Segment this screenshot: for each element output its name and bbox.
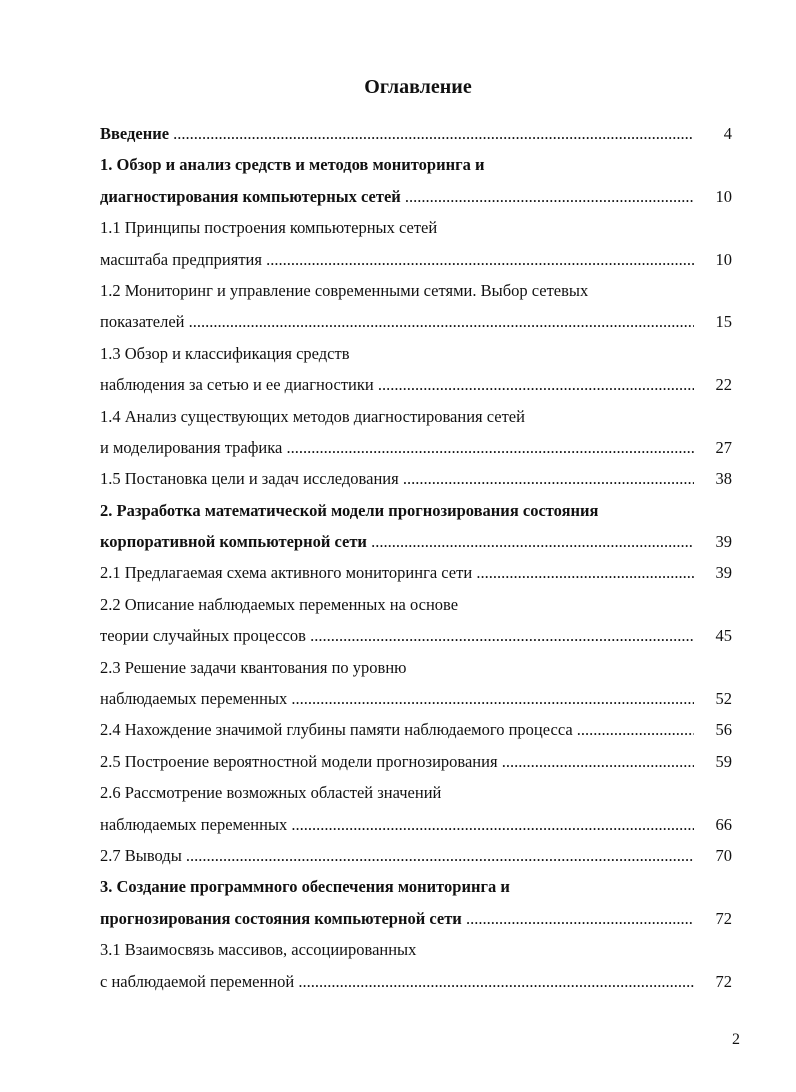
toc-entry-text: 3. Создание программного обеспечения мониторинга и xyxy=(100,877,510,897)
toc-entry-line xyxy=(100,652,732,683)
toc-entry-text: 2.1 Предлагаемая схема активного мониторинга сети xyxy=(100,563,473,583)
toc-page-number: 72 xyxy=(715,971,732,991)
toc-entry-text: 1. Обзор и анализ средств и методов мониторинга и xyxy=(100,155,485,175)
toc-page-number: 4 xyxy=(723,124,732,143)
toc-entry-text: Введение xyxy=(100,124,170,143)
toc-entry xyxy=(100,118,732,149)
toc-entry-line xyxy=(100,589,732,620)
toc-leader xyxy=(100,432,694,463)
toc-page-number: 70 xyxy=(715,845,732,865)
toc-entry-line xyxy=(100,275,732,306)
toc-entry-line xyxy=(100,495,732,526)
toc-entry-line xyxy=(100,871,732,902)
toc-entry-line xyxy=(100,212,732,243)
toc-entry xyxy=(100,903,732,934)
toc-entry-text: наблюдаемых переменных xyxy=(100,689,288,709)
toc-entry xyxy=(100,809,732,840)
toc-entry-text: 2.6 Рассмотрение возможных областей значений xyxy=(100,783,442,803)
toc-entry-text: и моделирования трафика xyxy=(100,437,283,457)
toc-entry xyxy=(100,714,732,745)
toc-entry-text: 2.2 Описание наблюдаемых переменных на основе xyxy=(100,594,459,614)
toc-entry xyxy=(100,306,732,337)
toc-entry xyxy=(100,683,732,714)
toc-page-number: 66 xyxy=(715,814,732,834)
toc-page-number: 38 xyxy=(715,469,732,489)
toc-entry-text: 2.7 Выводы xyxy=(100,845,182,865)
toc-entry-text: 3.1 Взаимосвязь массивов, ассоциированных xyxy=(100,940,417,960)
toc-page-number: 39 xyxy=(715,532,732,552)
page-title: Оглавление xyxy=(364,76,472,98)
toc-entry-text: теории случайных процессов xyxy=(100,626,306,646)
toc-entry-text: 2.3 Решение задачи квантования по уровню xyxy=(100,657,407,677)
toc-entry-text: наблюдения за сетью и ее диагностики xyxy=(100,375,374,395)
toc-page-number: 72 xyxy=(715,908,732,928)
toc-entry xyxy=(100,966,732,997)
toc-entry-text: 1.5 Постановка цели и задач исследования xyxy=(100,469,399,489)
toc-entry-text: 2.5 Построение вероятностной модели прогнозирования xyxy=(100,751,498,771)
toc-leader xyxy=(100,746,694,777)
toc-leader xyxy=(100,244,694,275)
toc-entry xyxy=(100,181,732,212)
table-of-contents xyxy=(100,118,732,997)
toc-entry xyxy=(100,840,732,871)
toc-entry-line xyxy=(100,401,732,432)
toc-entry xyxy=(100,526,732,557)
toc-entry-text: масштаба предприятия xyxy=(100,249,262,269)
page-number: 2 xyxy=(732,1031,740,1048)
toc-page-number: 45 xyxy=(715,626,732,646)
toc-leader xyxy=(100,620,694,651)
toc-entry xyxy=(100,557,732,588)
toc-entry-text: 1.3 Обзор и классификация средств xyxy=(100,343,350,363)
toc-entry xyxy=(100,244,732,275)
toc-leader xyxy=(100,557,694,588)
toc-entry-line xyxy=(100,777,732,808)
toc-entry-text: 1.1 Принципы построения компьютерных сетей xyxy=(100,218,438,238)
toc-leader xyxy=(100,683,694,714)
toc-page-number: 27 xyxy=(715,437,732,457)
toc-leader xyxy=(100,809,694,840)
toc-entry-text: прогнозирования состояния компьютерной сети xyxy=(100,908,462,928)
toc-page-number: 15 xyxy=(715,312,732,332)
toc-entry-text: показателей xyxy=(100,312,185,332)
toc-page-number: 39 xyxy=(715,563,732,583)
toc-leader xyxy=(100,463,694,494)
toc-entry-text: 2.4 Нахождение значимой глубины памяти наблюдаемого процесса xyxy=(100,720,573,740)
toc-entry xyxy=(100,463,732,494)
toc-leader xyxy=(100,118,694,149)
toc-leader xyxy=(100,840,694,871)
toc-entry-text: диагностирования компьютерных сетей xyxy=(100,186,401,206)
toc-page-number: 52 xyxy=(715,689,732,709)
toc-leader xyxy=(100,369,694,400)
toc-entry-line xyxy=(100,934,732,965)
toc-page-number: 56 xyxy=(715,720,732,740)
toc-entry xyxy=(100,746,732,777)
toc-entry-text: с наблюдаемой переменной xyxy=(100,971,295,991)
toc-page-number: 59 xyxy=(715,751,732,771)
toc-entry-text: 2. Разработка математической модели прогнозирования состояния xyxy=(100,500,599,520)
toc-entry xyxy=(100,369,732,400)
toc-leader xyxy=(100,306,694,337)
toc-entry-text: 1.4 Анализ существующих методов диагностирования сетей xyxy=(100,406,525,426)
toc-page-number: 10 xyxy=(715,249,732,269)
toc-entry-line xyxy=(100,149,732,180)
toc-leader xyxy=(100,966,694,997)
toc-leader xyxy=(100,181,694,212)
toc-entry xyxy=(100,620,732,651)
toc-leader xyxy=(100,903,694,934)
toc-leader xyxy=(100,714,694,745)
toc-entry-line xyxy=(100,338,732,369)
toc-entry-text: 1.2 Мониторинг и управление современными сетями. Выбор сетевых xyxy=(100,280,589,300)
toc-entry-text: корпоративной компьютерной сети xyxy=(100,532,367,552)
toc-leader xyxy=(100,526,694,557)
toc-page-number: 22 xyxy=(715,375,732,395)
toc-entry-text: наблюдаемых переменных xyxy=(100,814,288,834)
toc-page-number: 10 xyxy=(715,186,732,206)
toc-entry xyxy=(100,432,732,463)
